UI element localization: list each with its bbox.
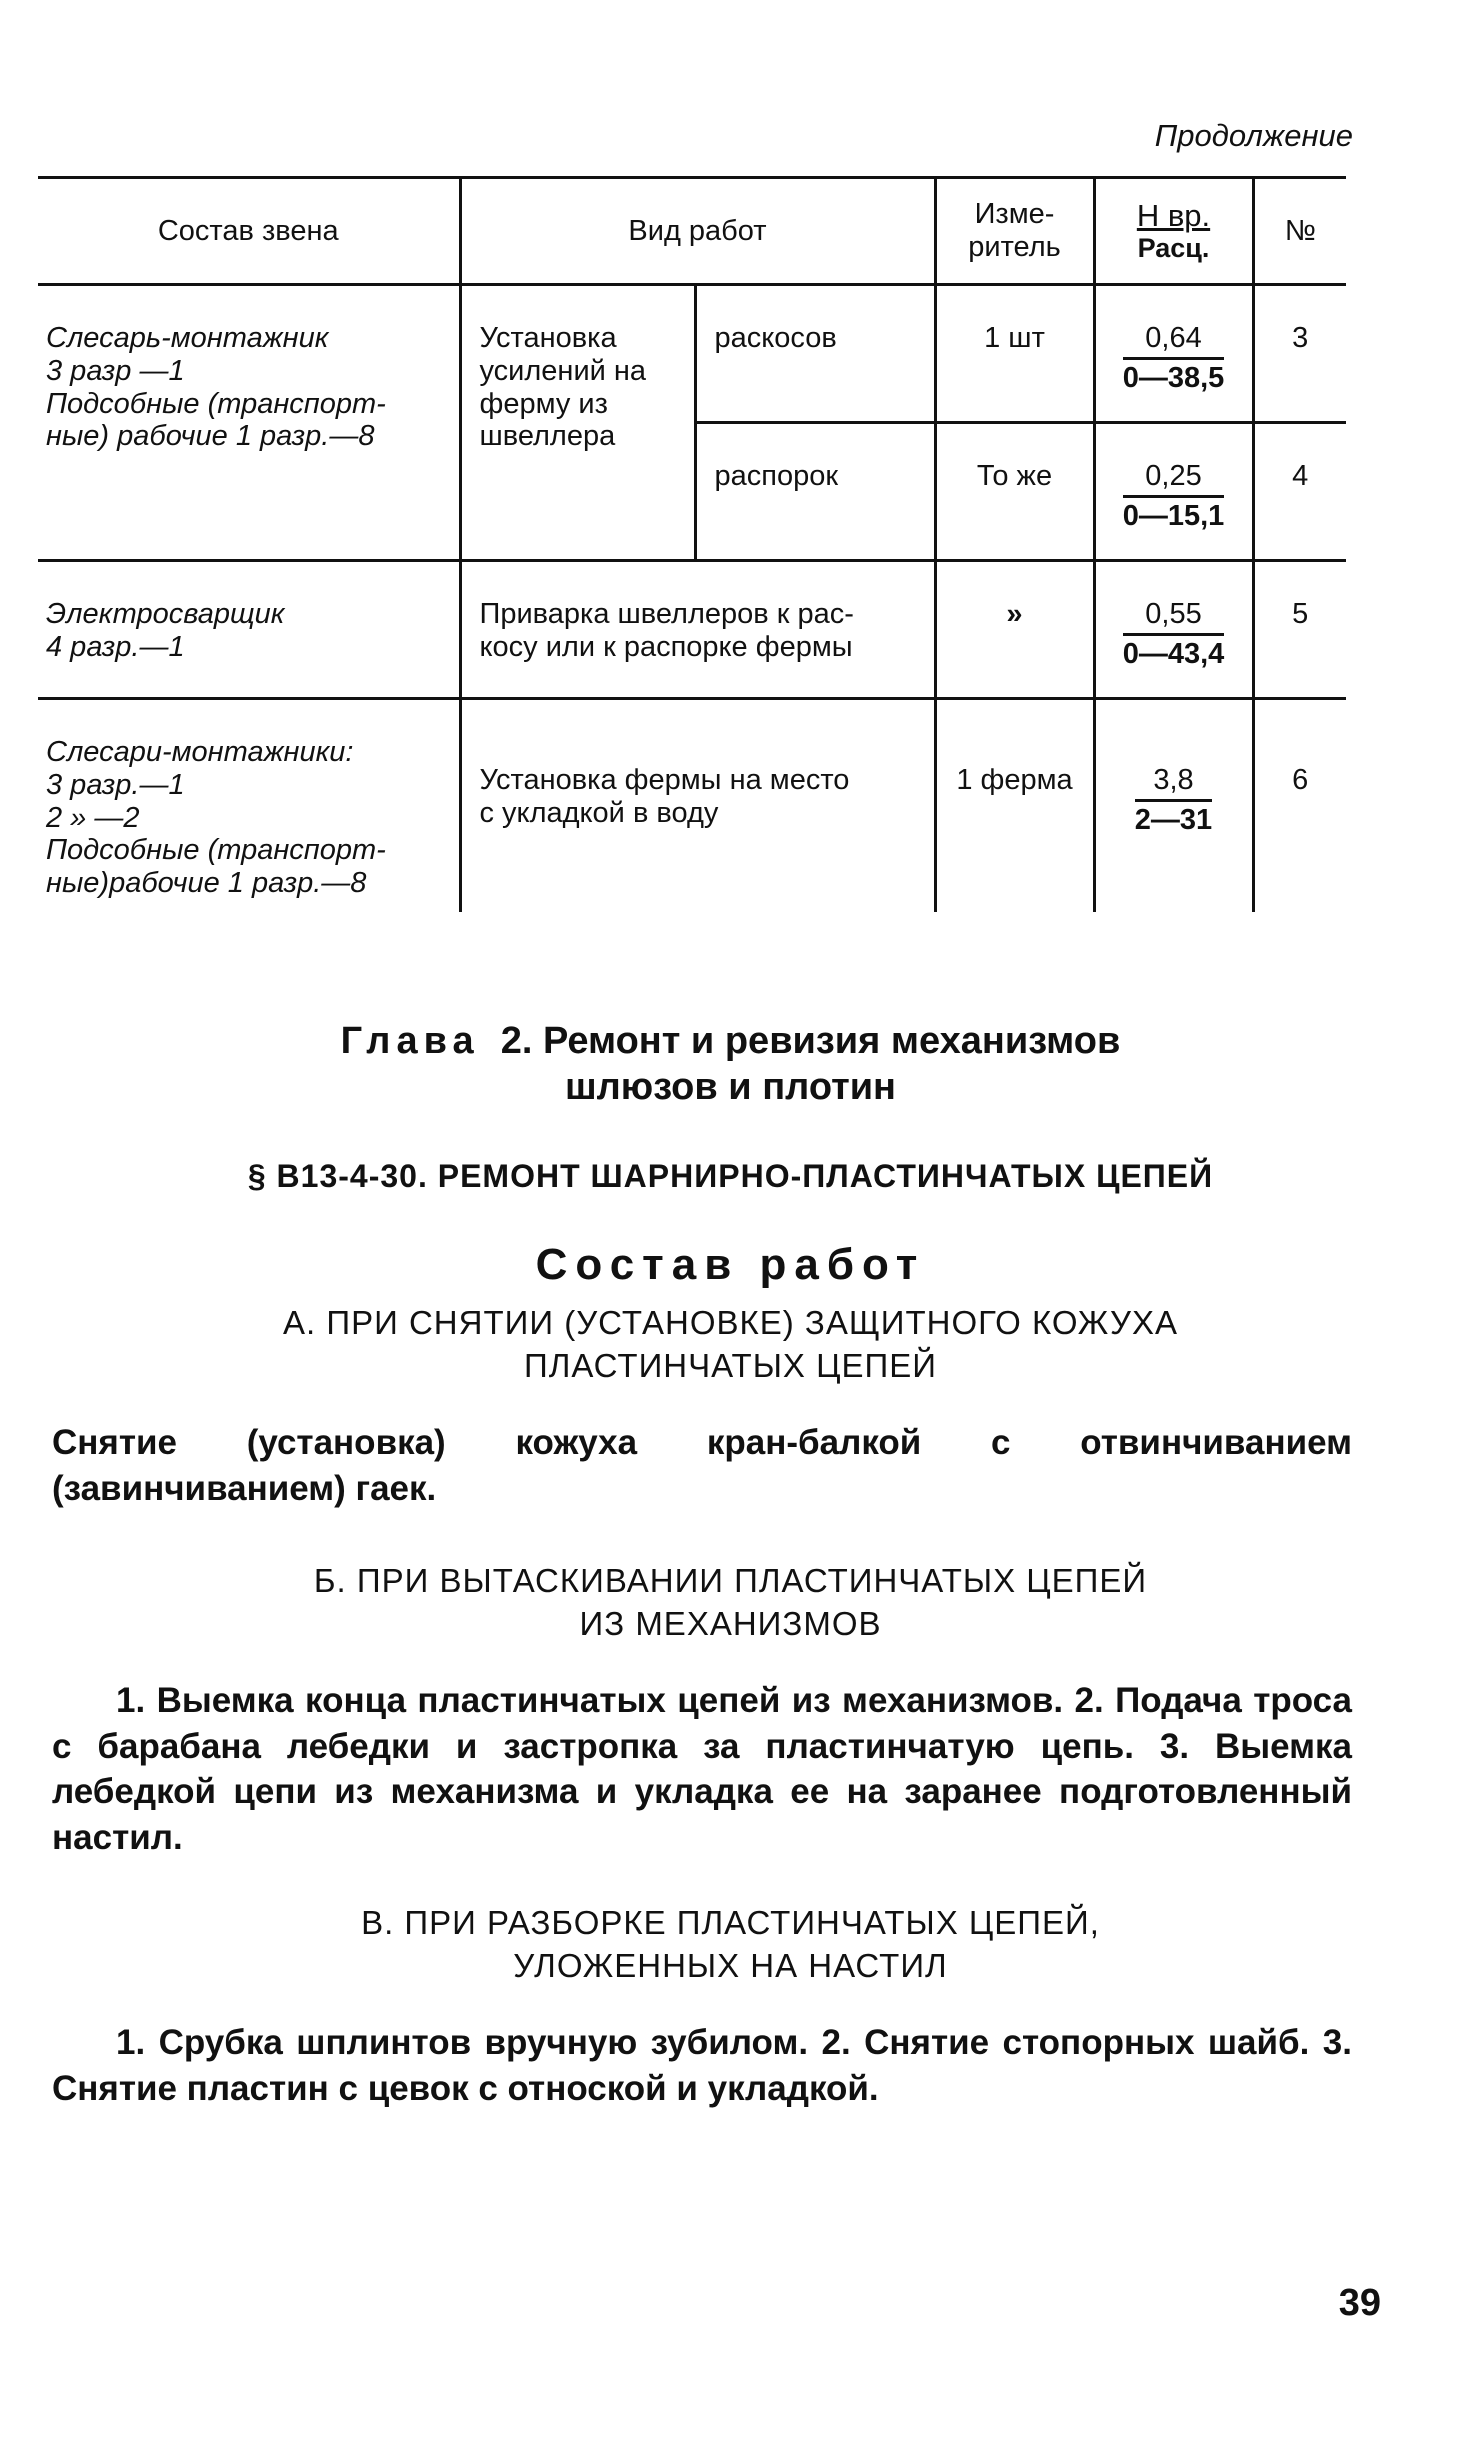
chapter-label: Глава [340, 1020, 480, 1062]
chapter-title-line1: 2. Ремонт и ревизия механизмов [500, 1020, 1121, 1062]
number-cell: 3 [1253, 285, 1346, 423]
norm-rate: 0—43,4 [1122, 637, 1225, 670]
subsection-heading-c: В. ПРИ РАЗБОРКЕ ПЛАСТИНЧАТЫХ ЦЕПЕЙ, УЛОЖЕННЫХ НА НАСТИЛ [361, 1904, 1100, 1984]
header-work-type: Вид работ [460, 178, 935, 285]
norm-rate: 0—15,1 [1122, 499, 1225, 532]
header-crew: Состав звена [38, 178, 460, 285]
work-cell: Приварка швеллеров к рас- косу или к распорке фермы [460, 561, 935, 699]
work-cell: Установка усилений на ферму из швеллера [460, 285, 695, 561]
norm-rate: 2—31 [1134, 803, 1213, 836]
subsection-text-c: 1. Срубка шплинтов вручную зубилом. 2. Снятие стопорных шайб. 3. Снятие пластин с цевок с отноской и укладкой. [52, 2023, 1352, 2108]
norm-cell [1094, 423, 1253, 561]
number-cell: 4 [1253, 423, 1346, 561]
continuation-label: Продолжение [1154, 118, 1353, 153]
norm-time: 3,8 [1135, 764, 1212, 802]
chapter-title-line2: шлюзов и плотин [564, 1066, 897, 1109]
subsection-heading-a: А. ПРИ СНЯТИИ (УСТАНОВКЕ) ЗАЩИТНОГО КОЖУХА ПЛАСТИНЧАТЫХ ЦЕПЕЙ [283, 1304, 1178, 1384]
work-cell: Установка фермы на место с укладкой в воду [460, 699, 935, 912]
table-header-row [38, 178, 1346, 285]
header-unit: Изме- ритель [935, 178, 1094, 285]
section-title: § В13-4-30. РЕМОНТ ШАРНИРНО-ПЛАСТИНЧАТЫХ ЦЕПЕЙ [247, 1158, 1214, 1194]
subsection-text-a: Снятие (установка) кожуха кран-балкой с отвинчиванием (завинчиванием) гаек. [52, 1423, 1352, 1508]
header-norm-time: Н вр. [1136, 197, 1211, 233]
subwork-cell: раскосов [695, 285, 935, 423]
header-number: № [1253, 178, 1346, 285]
number-cell: 5 [1253, 561, 1346, 699]
composition-title: Состав работ [535, 1240, 926, 1289]
subsection-text-b: 1. Выемка конца пластинчатых цепей из механизмов. 2. Подача троса с барабана лебедки и застропка за пластинчатую цепь. 3. Выемка лебедкой цепи из механизма и укладка ее на заранее подготовленный настил. [52, 1681, 1352, 1857]
norm-rate: 0—38,5 [1122, 361, 1225, 394]
crew-cell: Слесарь-монтажник 3 разр —1 Подсобные (транспорт- ные) рабочие 1 разр.—8 [38, 285, 460, 561]
table-row [38, 699, 1346, 912]
subwork-cell: распорок [695, 423, 935, 561]
crew-cell: Электросварщик 4 разр.—1 [38, 561, 460, 699]
chapter-heading [0, 1018, 1461, 1111]
unit-cell: » [935, 561, 1094, 699]
norm-cell [1094, 699, 1253, 912]
header-norm-rate: Расц. [1137, 232, 1210, 263]
norm-time: 0,25 [1123, 460, 1225, 498]
unit-cell: 1 ферма [935, 699, 1094, 912]
norm-time: 0,64 [1123, 322, 1225, 360]
header-norm [1094, 178, 1253, 285]
norms-table [38, 176, 1346, 912]
norm-cell [1094, 285, 1253, 423]
table-row [38, 561, 1346, 699]
norm-time: 0,55 [1123, 598, 1225, 636]
unit-cell: То же [935, 423, 1094, 561]
norm-cell [1094, 561, 1253, 699]
subsection-heading-b: Б. ПРИ ВЫТАСКИВАНИИ ПЛАСТИНЧАТЫХ ЦЕПЕЙ ИЗ МЕХАНИЗМОВ [313, 1562, 1148, 1642]
crew-cell: Слесари-монтажники: 3 разр.—1 2 » —2 Подсобные (транспорт- ные)рабочие 1 разр.—8 [46, 736, 386, 900]
unit-cell: 1 шт [935, 285, 1094, 423]
number-cell: 6 [1253, 699, 1346, 912]
page-number: 39 [1338, 2282, 1381, 2324]
table-row [38, 285, 1346, 423]
